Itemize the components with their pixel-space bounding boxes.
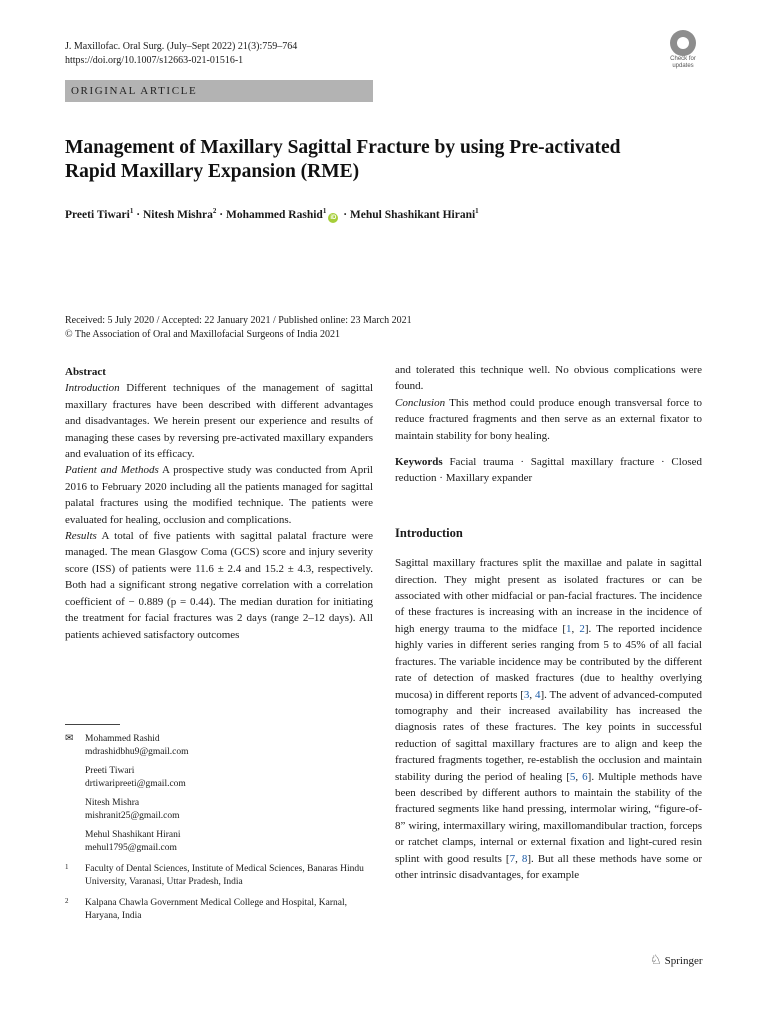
article-type-banner: ORIGINAL ARTICLE (65, 80, 373, 102)
abstract-intro-label: Introduction (65, 382, 120, 395)
contact-entry (65, 829, 365, 854)
history-dates: Received: 5 July 2020 / Accepted: 22 January 2021 / Published online: 23 March 2021 (65, 315, 412, 326)
abstract-conclusion-text: This method could produce enough transversal force to reduce fractured fragments and then serve as an external fixator to maintain stability for bony healing. (395, 396, 703, 442)
journal-header (65, 40, 297, 68)
abstract-heading: Abstract (65, 366, 106, 378)
citation-link[interactable]: 1 (566, 622, 572, 635)
affiliation-number: 1 (65, 863, 69, 871)
crossmark-label-1: Check for (670, 56, 696, 62)
author-separator: · (340, 208, 350, 221)
citation-link[interactable]: 7 (509, 852, 516, 865)
keywords (395, 454, 702, 487)
footnote-divider (65, 724, 120, 725)
intro-text: Sagittal maxillary fractures split the maxillae and palate in sagittal direction. They might present as isolated fractures or can be associated with other midfacial or pan-facial fractures. The incidence of these fractures is increasing with an increase in the incidence of high energy trauma to the midface [ (395, 557, 702, 635)
left-column (65, 364, 373, 643)
affiliation-number: 2 (65, 897, 69, 905)
contact-name: Preeti Tiwari (85, 766, 135, 776)
author-list (65, 203, 479, 223)
citation-link[interactable]: 8 (521, 852, 528, 865)
publisher-name: Springer (664, 955, 703, 967)
intro-text: ]. But all these methods have some or other intrinsic disadvantages, for example (395, 852, 703, 881)
contact-name: Nitesh Mishra (85, 798, 140, 808)
crossmark-icon (670, 30, 696, 56)
abstract-conclusion (395, 395, 702, 444)
author-affiliation-mark: 2 (212, 207, 217, 215)
abstract-results (65, 528, 373, 643)
keywords-text: Facial trauma · Sagittal maxillary fracture · Closed reduction · Maxillary expander (395, 456, 702, 485)
author-separator: · (133, 208, 143, 221)
abstract-results-continued: and tolerated this technique well. No obvious complications were found. (395, 364, 702, 393)
orcid-icon[interactable]: iD (330, 214, 337, 221)
intro-text: ]. Multiple methods have been described by different authors to maintain the stability of the fractured segments like hand pressing, intermolar wiring, “figure-of-8” wiring, intermaxillary wiring, maxillomandibular traction, forceps or ratchet clamps, internal or external fixation and light-cured resin splint with good results [ (395, 770, 702, 865)
author-name[interactable]: Preeti Tiwari (65, 208, 130, 221)
citation-link[interactable]: 2 (579, 622, 585, 635)
correspondence-block (65, 733, 365, 922)
introduction-paragraph: Sagittal maxillary fractures split the maxillae and palate in sagittal direction. They might present as isolated fractures or can be associated with other midfacial or pan-facial fractures. The incidence of these fractures is increasing with an increase in the incidence of high energy trauma to the midface [1, 2]. The reported incidence highly varies in different series ranging from 5 to 45% of all facial fractures. The variable incidence may be contributed by the different rate of detection of masked fractures (due to healthy overlying mucosa) in different reports [3, 4]. The advent of advanced-computed tomography and their increased availability has increased the diagnosis rates of these fractures. The key points in successful reduction of sagittal maxillary fractures are to align and keep the fractured fragments together, re-establish the occlusion and maintain stability during the period of healing [5, 6]. Multiple methods have been described by different authors to maintain the stability of the fractured segments like hand pressing, intermolar wiring, “figure-of-8” wiring, intermaxillary wiring, maxillomandibular traction, forceps or ratchet clamps, internal or external fixation and light-cured resin splint with good results [7, 8]. But all these methods have some or other intrinsic disadvantages, for example (395, 557, 703, 881)
author-name[interactable]: Mehul Shashikant Hirani (349, 208, 476, 221)
author-separator: · (216, 208, 226, 221)
article-title: Management of Maxillary Sagittal Fracture by using Pre-activated Rapid Maxillary Expansion (RME) (65, 137, 621, 182)
intro-text: ]. The advent of advanced-computed tomography and their increased availability has increased the diagnosis rates of these fractures. The key points in successful reduction of sagittal maxillary fractures are to align and keep the fractured fragments together, re-establish the occlusion and maintain stability during the period of healing [ (395, 688, 702, 783)
doi-link[interactable]: https://doi.org/10.1007/s12663-021-01516-1 (65, 55, 244, 66)
check-for-updates-badge[interactable] (664, 30, 702, 72)
citation-link[interactable]: 6 (582, 770, 588, 783)
contact-entry (65, 797, 365, 822)
author-name[interactable]: Mohammed Rashid (226, 208, 323, 221)
publication-dates (65, 314, 412, 342)
affiliation-entry (65, 897, 365, 922)
contact-name: Mehul Shashikant Hirani (85, 830, 181, 840)
author-affiliation-mark: 1 (475, 207, 479, 215)
author-name[interactable]: Nitesh Mishra (142, 208, 213, 221)
abstract-results-text: A total of five patients with sagittal palatal fracture were managed. The mean Glasgow Coma (GCS) score and injury severity score (ISS) of patients were 11.6 ± 2.4 and 15.2 ± 4.3, respectively. Both had a significant strong negative correlation with a correlation coefficient of − 0.889 (p = 0.44). The median duration for initiating the treatment for facial fractures was 2 days (range 2–12 days). All patients achieved satisfactory outcomes (65, 530, 373, 641)
journal-citation: J. Maxillofac. Oral Surg. (July–Sept 2022) 21(3):759–764 (65, 41, 298, 52)
contact-entry (65, 733, 365, 758)
abstract-intro-text: Different techniques of the management of sagittal maxillary fractures have been described with different advantages and disadvantages. We herein present our experience and results of managing these cases by reversing pre-activated maxillary expanders and evaluation of its efficacy. (65, 382, 374, 461)
abstract-methods (65, 462, 373, 528)
author-affiliation-mark: 1 (129, 207, 134, 215)
keywords-label: Keywords (395, 456, 443, 469)
author-affiliation-mark: 1 (322, 207, 327, 215)
contact-entry (65, 765, 365, 790)
contact-email[interactable]: mdrashidbhu9@gmail.com (85, 746, 189, 757)
abstract-introduction (65, 380, 373, 462)
copyright-line: © The Association of Oral and Maxillofacial Surgeons of India 2021 (65, 329, 340, 340)
abstract-results-label: Results (65, 530, 97, 543)
abstract-methods-label: Patient and Methods (65, 464, 159, 477)
abstract-methods-text: A prospective study was conducted from April 2016 to February 2020 including all the patients managed for sagittal palatal fractures using the modified technique. The patients were evaluated for healing, occlusion and complications. (65, 464, 373, 526)
introduction-heading: Introduction (395, 525, 463, 540)
citation-link[interactable]: 3 (523, 688, 530, 701)
intro-text: ]. The reported incidence highly varies in different series ranging from 5 to 45% of all facial fractures. The variable incidence may be contributed by the different rate of detection of masked fractures (due to healthy overlying mucosa) in different reports [ (395, 622, 703, 701)
citation-link[interactable]: 5 (569, 770, 576, 783)
citation-link[interactable]: 4 (534, 688, 541, 701)
contact-name: Mohammed Rashid (85, 734, 160, 744)
contact-email[interactable]: mehul1795@gmail.com (85, 842, 177, 853)
springer-horse-icon: ♘ (650, 952, 662, 967)
affiliation-text: Kalpana Chawla Government Medical College and Hospital, Karnal, Haryana, India (85, 898, 347, 921)
affiliation-entry (65, 863, 365, 888)
contact-email[interactable]: drtiwaripreeti@gmail.com (85, 778, 186, 789)
contact-email[interactable]: mishranit25@gmail.com (85, 810, 180, 821)
right-column (395, 362, 702, 883)
crossmark-label-2: updates (672, 63, 694, 69)
envelope-icon: ✉ (65, 733, 74, 744)
affiliation-text: Faculty of Dental Sciences, Institute of Medical Sciences, Banaras Hindu University, Varanasi, Uttar Pradesh, India (85, 864, 364, 887)
publisher-logo (650, 952, 703, 969)
abstract-conclusion-label: Conclusion (395, 396, 446, 409)
